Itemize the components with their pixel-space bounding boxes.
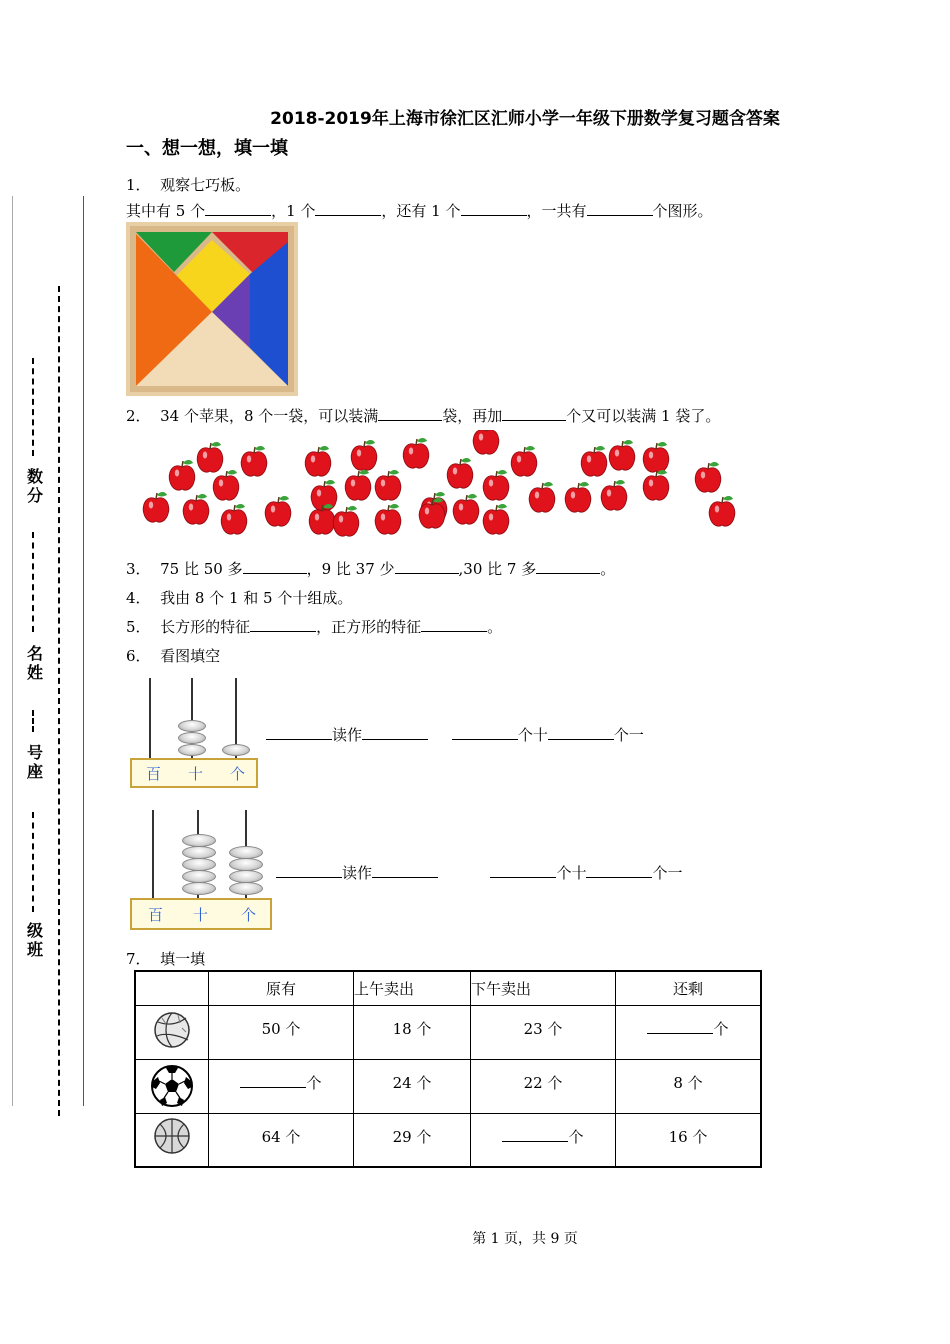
abacus-2-bead <box>229 882 263 895</box>
volleyball-icon <box>152 1010 192 1050</box>
q4-number: 4． <box>126 589 151 607</box>
margin-label-seat-1: 号 <box>26 743 43 762</box>
q4-prompt <box>126 587 352 608</box>
apple-icon <box>213 470 239 500</box>
table-cell: 8 个 <box>616 1059 762 1113</box>
table-header-cell <box>135 971 209 1005</box>
q1-text-a: 其中有 5 个 <box>126 202 206 220</box>
q7-prompt <box>126 948 205 969</box>
abacus-1-rod-hundreds <box>149 678 151 762</box>
abacus-2 <box>128 808 272 932</box>
apple-icon <box>169 460 195 490</box>
q3-text-d: 。 <box>600 560 616 578</box>
apple-icon <box>143 492 169 522</box>
table-cell-unit: 个 <box>306 1073 322 1092</box>
q6-fill-line-1 <box>266 724 644 745</box>
margin-inner-line <box>83 196 84 1106</box>
apple-icon <box>333 506 359 536</box>
q7-blank-r1[interactable] <box>647 1019 713 1034</box>
apple-icon <box>529 482 555 512</box>
q5-blank-2[interactable] <box>421 617 487 632</box>
q5-text-b: ，正方形的特征 <box>316 618 422 636</box>
q3-blank-3[interactable] <box>536 559 600 574</box>
q6-2-tens-blank[interactable] <box>490 863 556 878</box>
apple-icon <box>403 438 429 468</box>
apple-icon <box>483 504 509 534</box>
abacus-1 <box>128 676 260 790</box>
table-cell: 24 个 <box>354 1059 471 1113</box>
q1-fill-line <box>126 200 713 221</box>
q6-number: 6． <box>126 647 151 665</box>
margin-dash-3 <box>32 532 44 632</box>
q7-text: 填一填 <box>160 950 206 968</box>
q7-blank-r2[interactable] <box>240 1073 306 1088</box>
table-cell: 23 个 <box>471 1005 616 1059</box>
abacus-1-bead <box>222 744 250 756</box>
abacus-1-bead <box>178 732 206 744</box>
tangram-image <box>126 222 298 396</box>
q1-text-c: ，还有 1 个 <box>381 202 461 220</box>
abacus-2-label-tens: 十 <box>193 906 209 924</box>
margin-label-name-1: 名 <box>26 644 43 663</box>
abacus-2-bead <box>182 882 216 895</box>
margin-label-seat-2: 座 <box>26 762 43 781</box>
margin-dash-4 <box>32 710 44 732</box>
table-icon-cell <box>135 1005 209 1059</box>
q3-text-c: ,30 比 7 多 <box>458 560 537 578</box>
apple-icon <box>197 442 223 472</box>
table-cell <box>471 1113 616 1167</box>
q6-1-read-blank[interactable] <box>362 725 428 740</box>
table-cell: 29 个 <box>354 1113 471 1167</box>
table-row <box>135 1059 761 1113</box>
q5-number: 5． <box>126 618 151 636</box>
apple-icon <box>241 446 267 476</box>
abacus-1-bead <box>178 720 206 732</box>
table-row <box>135 1113 761 1167</box>
q3-number: 3． <box>126 560 151 578</box>
apple-icon <box>345 470 371 500</box>
table-cell: 64 个 <box>209 1113 354 1167</box>
apple-icon <box>311 480 337 510</box>
abacus-1-label-ones: 个 <box>230 765 246 783</box>
margin-label-score-2: 分 <box>26 486 43 505</box>
table-row <box>135 1005 761 1059</box>
table-cell-unit: 个 <box>568 1127 584 1146</box>
page-title: 2018-2019年上海市徐汇区汇师小学一年级下册数学复习题含答案 <box>270 109 780 129</box>
q6-2-number-blank[interactable] <box>276 863 342 878</box>
q2-blank-2[interactable] <box>502 406 566 421</box>
q6-1-ones-blank[interactable] <box>548 725 614 740</box>
apple-icon <box>609 440 635 470</box>
apple-icon <box>265 496 291 526</box>
q1-blank-1[interactable] <box>205 201 271 216</box>
table-cell <box>209 1059 354 1113</box>
table-header-cell: 下午卖出 <box>471 971 616 1005</box>
apple-icon <box>483 470 509 500</box>
page-footer: 第 1 页，共 9 页 <box>472 1231 578 1247</box>
margin-dash-5 <box>32 812 44 912</box>
apple-icon <box>643 470 669 500</box>
table-cell <box>616 1005 762 1059</box>
q6-2-ones-blank[interactable] <box>586 863 652 878</box>
soccer-ball-icon <box>150 1064 194 1108</box>
q6-1-ones-label: 个一 <box>613 726 644 744</box>
abacus-1-bead <box>178 744 206 756</box>
q2-text-a: 34 个苹果，8 个一袋，可以装满 <box>160 407 379 425</box>
table-cell: 50 个 <box>209 1005 354 1059</box>
q6-1-tens-blank[interactable] <box>452 725 518 740</box>
q6-fill-line-2 <box>276 862 683 883</box>
abacus-2-rod-hundreds <box>152 810 154 900</box>
apple-icon <box>511 446 537 476</box>
apple-icon <box>709 496 735 526</box>
abacus-2-label-ones: 个 <box>241 906 257 924</box>
q1-blank-4[interactable] <box>587 201 653 216</box>
abacus-1-base <box>130 758 258 788</box>
basketball-icon <box>152 1116 192 1156</box>
apple-icon <box>565 482 591 512</box>
q6-1-tens-label: 个十 <box>517 726 548 744</box>
apple-icon <box>305 446 331 476</box>
margin-dash-2 <box>32 358 44 456</box>
q1-prompt <box>126 174 250 195</box>
abacus-1-label-hundreds: 百 <box>146 765 162 783</box>
abacus-1-label-tens: 十 <box>188 765 204 783</box>
q6-2-read-blank[interactable] <box>372 863 438 878</box>
table-cell: 22 个 <box>471 1059 616 1113</box>
table-header-cell: 原有 <box>209 971 354 1005</box>
margin-label-name-2: 姓 <box>26 663 43 682</box>
apple-icon <box>447 458 473 488</box>
apple-icon <box>375 470 401 500</box>
table-icon-cell <box>135 1059 209 1113</box>
q3-blank-2[interactable] <box>395 559 459 574</box>
table-cell: 16 个 <box>616 1113 762 1167</box>
table-header-row <box>135 971 761 1005</box>
margin-label-class-2: 班 <box>26 940 43 959</box>
q7-blank-r3[interactable] <box>502 1127 568 1142</box>
q2-text-b: 袋，再加 <box>442 407 503 425</box>
q1-blank-3[interactable] <box>461 201 527 216</box>
margin-label-score-1: 数 <box>26 467 43 486</box>
apple-icon <box>581 446 607 476</box>
q1-text-b: ，1 个 <box>271 202 316 220</box>
margin-outer-line <box>12 196 13 1106</box>
q6-text: 看图填空 <box>160 647 221 665</box>
q5-prompt <box>126 616 502 637</box>
apple-icon <box>183 494 209 524</box>
apple-icon <box>643 442 669 472</box>
q6-1-read-label: 读作 <box>332 726 363 744</box>
q6-1-number-blank[interactable] <box>266 725 332 740</box>
q6-prompt <box>126 645 220 666</box>
q7-number: 7． <box>126 950 151 968</box>
table-header-cell: 上午卖出 <box>354 971 471 1005</box>
table-icon-cell <box>135 1113 209 1167</box>
q1-text: 观察七巧板。 <box>160 176 251 194</box>
q6-2-tens-label: 个十 <box>556 864 587 882</box>
q5-blank-1[interactable] <box>250 617 316 632</box>
apple-icon <box>601 480 627 510</box>
apple-icon <box>453 494 479 524</box>
table-header-cell: 还剩 <box>616 971 762 1005</box>
table-cell-unit: 个 <box>713 1019 729 1038</box>
apple-icon <box>351 440 377 470</box>
q5-text-c: 。 <box>487 618 503 636</box>
q2-number: 2． <box>126 407 151 425</box>
q1-number: 1． <box>126 176 151 194</box>
apple-icon <box>221 504 247 534</box>
q6-2-ones-label: 个一 <box>652 864 683 882</box>
q3-text-b: ，9 比 37 少 <box>306 560 395 578</box>
q7-table <box>134 970 762 1168</box>
q2-text-c: 个又可以装满 1 袋了。 <box>566 407 721 425</box>
q2-prompt <box>126 405 720 426</box>
q2-blank-1[interactable] <box>378 406 442 421</box>
abacus-2-base <box>130 898 272 930</box>
apples-image <box>138 430 748 550</box>
q1-text-d: ，一共有 <box>526 202 587 220</box>
q3-prompt <box>126 558 615 579</box>
margin-label-class-1: 级 <box>26 921 43 940</box>
q1-text-e: 个图形。 <box>652 202 713 220</box>
apple-icon <box>695 462 721 492</box>
q4-text: 我由 8 个 1 和 5 个十组成。 <box>160 589 353 607</box>
q3-blank-1[interactable] <box>243 559 307 574</box>
q1-blank-2[interactable] <box>315 201 381 216</box>
abacus-2-label-hundreds: 百 <box>148 906 164 924</box>
apple-icon <box>473 430 499 454</box>
table-cell: 18 个 <box>354 1005 471 1059</box>
apple-icon <box>375 504 401 534</box>
section-heading: 一、想一想，填一填 <box>126 138 288 159</box>
margin-dash-1 <box>58 286 70 1116</box>
q3-text-a: 75 比 50 多 <box>160 560 243 578</box>
q5-text-a: 长方形的特征 <box>160 618 251 636</box>
q6-2-read-label: 读作 <box>342 864 373 882</box>
